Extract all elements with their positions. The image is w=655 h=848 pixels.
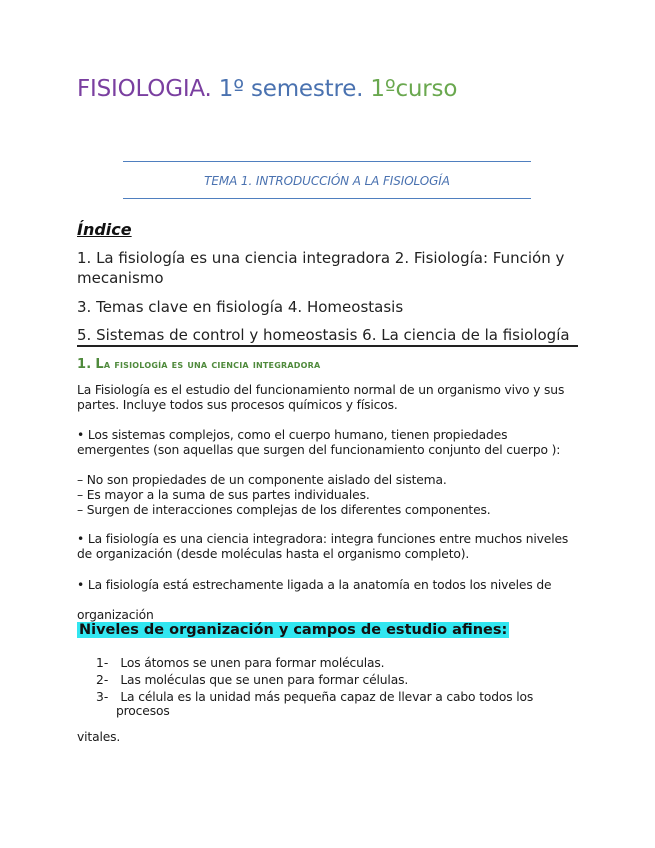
paragraph-dash-2: – Es mayor a la suma de sus partes individuales.	[77, 488, 370, 502]
paragraph-organizacion: organización	[77, 608, 154, 622]
niveles-item-text: La célula es la unidad más pequeña capaz de llevar a cabo todos los	[120, 690, 534, 704]
paragraph-anatomia: • La fisiología está estrechamente ligada a la anatomía en todos los niveles de	[77, 578, 552, 592]
paragraph-integradora: • La fisiología es una ciencia integradora: integra funciones entre muchos niveles de organización (desde moléculas hasta el organismo completo).	[77, 532, 569, 561]
niveles-item-3-continuation: procesos	[116, 704, 170, 718]
paragraph-vitales: vitales.	[77, 730, 121, 744]
title-semester: 1º semestre.	[218, 76, 364, 102]
indice-divider	[77, 345, 578, 347]
paragraph-emergent: • Los sistemas complejos, como el cuerpo humano, tienen propiedades emergentes (son aquellas que surgen del funcionamiento conjunto del cuerpo ):	[77, 428, 561, 457]
document-title	[77, 76, 457, 102]
indice-heading: Índice	[77, 220, 132, 239]
niveles-item-text: Las moléculas que se unen para formar células.	[120, 673, 409, 687]
paragraph-definition: La Fisiología es el estudio del funcionamiento normal de un organismo vivo y sus partes. Incluye todos sus procesos químicos y físicos.	[77, 383, 565, 412]
section-1-heading	[77, 357, 320, 372]
niveles-heading: Niveles de organización y campos de estudio afines:	[79, 622, 508, 638]
paragraph-dash-3: – Surgen de interacciones complejas de los diferentes componentes.	[77, 503, 491, 517]
title-course: 1ºcurso	[370, 76, 458, 102]
indice-line-1: 1. La fisiología es una ciencia integradora 2. Fisiología: Función y mecanismo	[77, 249, 565, 287]
title-subject: FISIOLOGIA.	[77, 76, 212, 102]
indice-line-3: 5. Sistemas de control y homeostasis 6. La ciencia de la fisiología	[77, 326, 570, 344]
section-1-number: 1.	[77, 357, 92, 372]
indice-line-2: 3. Temas clave en fisiología 4. Homeostasis	[77, 298, 404, 316]
paragraph-dash-1: – No son propiedades de un componente aislado del sistema.	[77, 473, 447, 487]
tema-heading: TEMA 1. INTRODUCCIÓN A LA FISIOLOGÍA	[204, 174, 450, 188]
tema-rule-bottom	[123, 198, 531, 199]
niveles-item-number: 3-	[96, 690, 109, 704]
section-1-cap-letter: L	[95, 357, 104, 372]
niveles-item-text: Los átomos se unen para formar moléculas.	[120, 656, 385, 670]
section-1-title: a fisiología es una ciencia integradora	[103, 358, 321, 371]
tema-rule-top	[123, 161, 531, 162]
niveles-item-number: 1-	[96, 656, 109, 670]
niveles-item-number: 2-	[96, 673, 109, 687]
niveles-item-3	[96, 686, 533, 705]
